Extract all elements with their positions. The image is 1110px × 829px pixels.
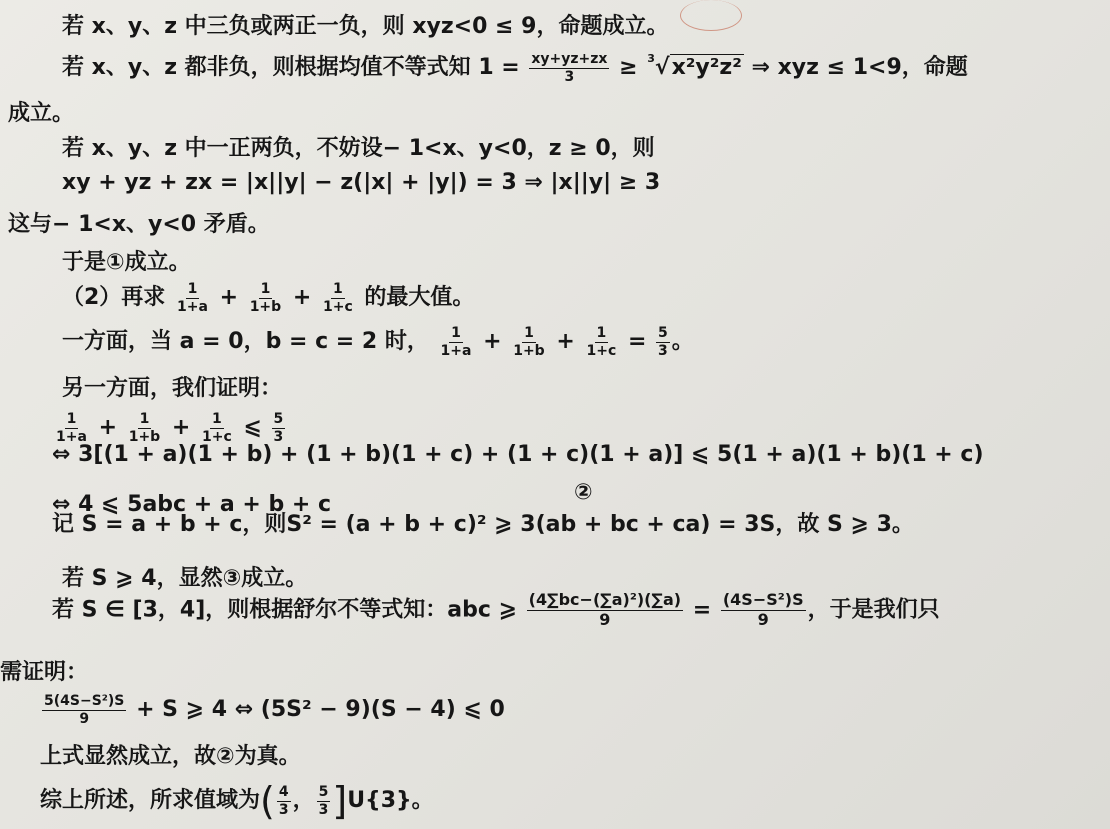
line-9: 一方面，当 a = 0，b = c = 2 时， $\frac{1}{1+a}$ + $\frac{1}{1+b}$ + $\frac{1}{1+c}$ = $\frac{5}{3}$ 。	[62, 325, 694, 359]
frac-5-3: $\frac{5}{3}$	[658, 325, 668, 359]
mean-fraction: $\frac{xy+yz+zx}{3}$	[531, 51, 608, 85]
line-5: xy + yz + zx = |x||y| − z(|x| + |y|) = 3 ⇒ |x||y| ≥ 3	[62, 170, 661, 195]
line-11: $\frac{1}{1+a}$ + $\frac{1}{1+b}$ + $\frac{1}{1+c}$ ⩽ $\frac{5}{3}$	[56, 411, 284, 445]
cube-root: $^3$√x²y²z²	[647, 52, 742, 81]
line-6: 这与− 1<x、y<0 矛盾。	[8, 212, 270, 237]
red-pen-annotation	[680, 0, 742, 31]
line-17: 需证明：	[0, 660, 89, 685]
line-2	[62, 52, 968, 84]
line-13: ⇔ 4 ⩽ 5abc + a + b + c	[52, 492, 331, 517]
circle-2-mark: ②	[574, 480, 593, 505]
line-14: 记 S = a + b + c，则S² = (a + b + c)² ⩾ 3(ab + bc + ca) = 3S，故 S ⩾ 3。	[52, 512, 914, 537]
line-2-prefix: 若 x、y、z 都非负，则根据均值不等式知 1 =	[62, 55, 520, 81]
geq-sign: ≥	[619, 55, 638, 81]
line-18: $\frac{\text{5(4S−S²)S}}{9}$ + S ⩾ 4 ⇔ (5S² − 9)(S − 4) ⩽ 0	[44, 693, 505, 727]
line-1-text: 若 x、y、z 中三负或两正一负，则 xyz<0 ≤ 9，命题成立。	[62, 14, 669, 39]
line-10: 另一方面，我们证明：	[62, 376, 283, 401]
line-20: 综上所述，所求值域为( $\frac{4}{3}$ ， $\frac{5}{3}$ ]U{3}。	[40, 779, 434, 823]
line-1	[62, 16, 668, 38]
frac-1-1c: $\frac{1}{1+c}$	[322, 281, 353, 315]
line-7: 于是①成立。	[62, 250, 191, 275]
line-19: 上式显然成立，故②为真。	[40, 744, 301, 769]
schur-fraction: $\frac{\text{(4∑bc−(∑a)²)(∑a)}}{9}$	[528, 590, 682, 629]
frac-1-1b: $\frac{1}{1+b}$	[249, 281, 282, 315]
line-16: 若 S ∈ [3，4]，则根据舒尔不等式知：abc ⩾ $\frac{\text{(4∑bc−(∑a)²)(∑a)}}{9}$ = $\frac{\text{(4S−S²)S}}{9}$ ，于是我们只	[52, 590, 940, 629]
line-12: ⇔ 3[(1 + a)(1 + b) + (1 + b)(1 + c) + (1 + c)(1 + a)] ⩽ 5(1 + a)(1 + b)(1 + c)	[52, 442, 984, 467]
frac-1-1a: $\frac{1}{1+a}$	[176, 281, 208, 315]
line-4: 若 x、y、z 中一正两负，不妨设− 1<x、y<0，z ≥ 0，则	[62, 136, 655, 161]
line-2-suffix: ⇒ xyz ≤ 1<9，命题	[751, 55, 968, 81]
line-15: 若 S ⩾ 4，显然③成立。	[62, 566, 308, 591]
line-8: （2）再求 $\frac{1}{1+a}$ + $\frac{1}{1+b}$ + $\frac{1}{1+c}$ 的最大值。	[62, 281, 475, 315]
line-3: 成立。	[8, 101, 75, 126]
